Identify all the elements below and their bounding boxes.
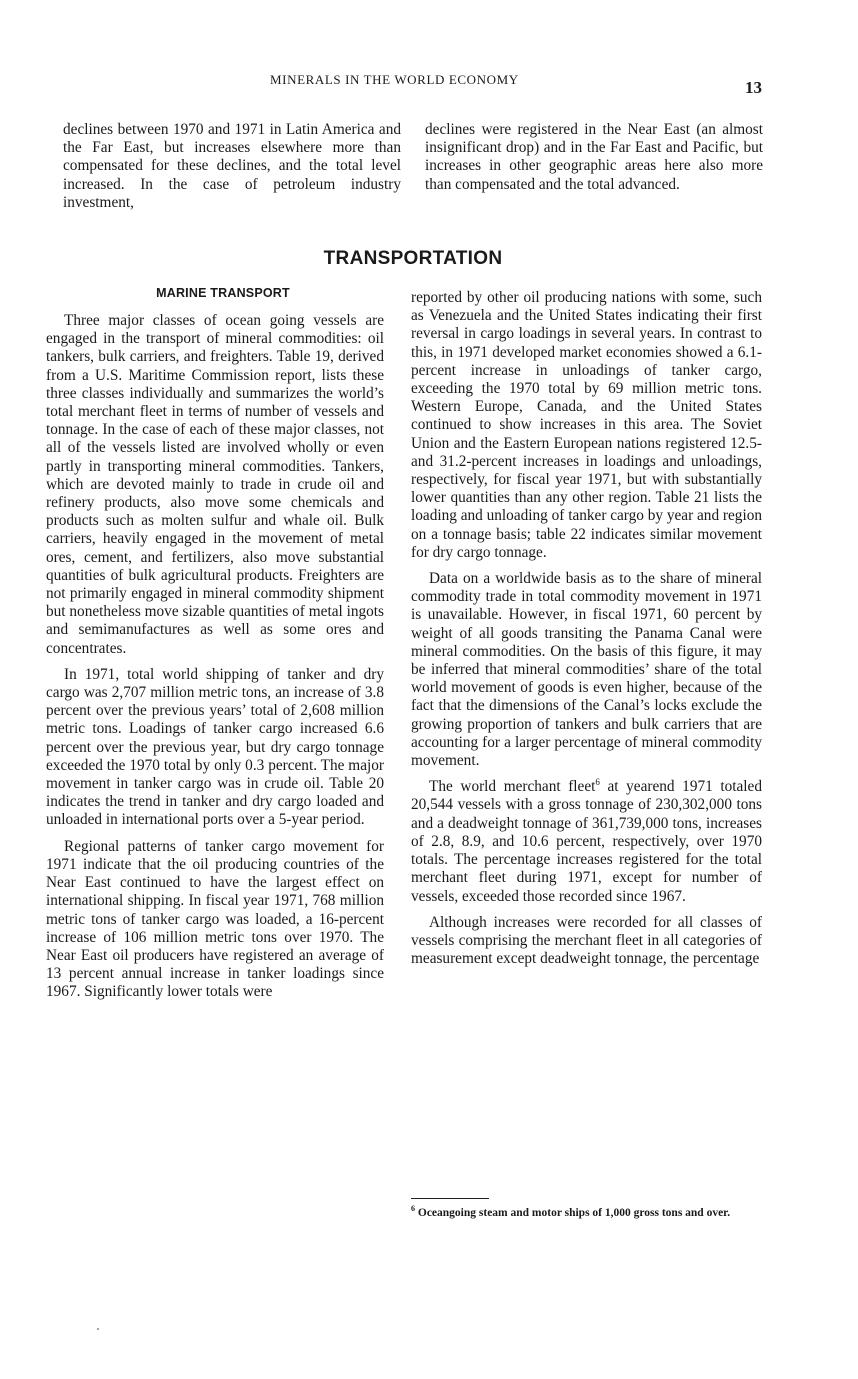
- right-body-column: [411, 289, 762, 968]
- body-text: The world merchant fleet: [429, 778, 596, 796]
- body-paragraph: Three major classes of ocean going vessels are engaged in the transport of mineral commodities: oil tankers, bulk carriers, and freighters. Table 19, derived from a U.S. Maritime Commission report, lists these three classes individually and summarizes the world’s total merchant fleet in terms of number of vessels and tonnage. In the case of each of these major classes, not all of the vessels listed are involved wholly or even partly in transporting mineral commodities. Tankers, which are devoted mainly to trade in crude oil and refinery products, also move some chemicals and products such as molten sulfur and whale oil. Bulk carriers, heavily engaged in the movement of metal ores, cement, and fertilizers, also move substantial quantities of bulk agricultural products. Freighters are not primarily engaged in mineral commodity shipment but nonetheless move sizable quantities of metal ingots and semimanufactures as well as some ores and concentrates.: [46, 312, 384, 657]
- body-paragraph: Data on a worldwide basis as to the share of mineral commodity trade in total commodity movement in 1971 is unavailable. However, in fiscal 1971, 60 percent by weight of all goods transiting the Panama Canal were mineral commodities. On the basis of this figure, it may be inferred that mineral commodities’ share of the total world movement of goods is even higher, because of the fact that the dimensions of the Canal’s locks exclude the growing proportion of tankers and bulk carriers that are accounting for a larger percentage of mineral commodity movement.: [411, 570, 762, 770]
- footnote: [411, 1204, 756, 1220]
- left-body-column: [46, 312, 384, 1002]
- top-left-paragraph: declines between 1970 and 1971 in Latin America and the Far East, but increases elsewhere more than compensated for these declines, and the total level increased. In the case of petroleum industry investment,: [63, 121, 401, 211]
- scan-speck: [97, 1328, 99, 1330]
- body-paragraph: In 1971, total world shipping of tanker and dry cargo was 2,707 million metric tons, an increase of 3.8 percent over the previous years’ total of 2,608 million metric tons. Loadings of tanker cargo increased 6.6 percent over the previous year, but dry cargo tonnage exceeded the 1970 total by only 0.3 percent. The major movement in tanker cargo was in crude oil. Table 20 indicates the trend in tanker and dry cargo loaded and unloaded in international ports over a 5-year period.: [46, 665, 384, 829]
- top-right-paragraph: declines were registered in the Near East (an almost insignificant drop) and in the Far East and Pacific, but increases in other geographic areas here also more than compensated and the total advanced.: [425, 121, 763, 193]
- footnote-reference[interactable]: 6: [595, 777, 600, 788]
- body-paragraph: Although increases were recorded for all classes of vessels comprising the merchant fleet in all categories of measurement except deadweight tonnage, the percentage: [411, 913, 762, 968]
- body-paragraph: reported by other oil producing nations with some, such as Venezuela and the United States indicating their first reversal in cargo loadings in several years. In contrast to this, in 1971 developed market economies showed a 6.1-percent increase in unloadings of tanker cargo, exceeding the 1970 total by 69 million metric tons. Western Europe, Canada, and the United States continued to show increases in this area. The Soviet Union and the Eastern European nations registered 12.5- and 31.2-percent increases in loadings and unloadings, respectively, for fiscal year 1971, but with substantially lower quantities than any other region. Table 21 lists the loading and unloading of tanker cargo by year and region on a tonnage basis; table 22 indicates similar movement for dry cargo tonnage.: [411, 289, 763, 561]
- body-paragraph: [411, 778, 762, 905]
- section-title: TRANSPORTATION: [323, 248, 503, 269]
- footnote-mark: 6: [411, 1204, 415, 1214]
- top-right-column: [425, 121, 763, 194]
- body-paragraph: Regional patterns of tanker cargo movement for 1971 indicate that the oil producing countries of the Near East continued to have the largest effect on international shipping. In fiscal year 1971, 768 million metric tons of tanker cargo was loaded, a 16-percent increase of 106 million metric tons over 1970. The Near East oil producers have registered an average of 13 percent annual increase in tanker loadings since 1967. Significantly lower totals were: [46, 837, 384, 1001]
- footnote-divider: [411, 1198, 489, 1199]
- running-head: MINERALS IN THE WORLD ECONOMY: [270, 72, 519, 87]
- page-number: 13: [745, 78, 762, 97]
- subsection-heading: MARINE TRANSPORT: [156, 286, 290, 300]
- footnote-text: Oceangoing steam and motor ships of 1,000 gross tons and over.: [415, 1207, 731, 1219]
- body-text: at yearend 1971 totaled 20,544 vessels with a gross tonnage of 230,302,000 tons and a deadweight tonnage of 361,739,000 tons, increases of 2.8, 8.9, and 10.6 percent, respectively, over 1970 totals. The percentage increases registered for the total merchant fleet during 1971, except for number of vessels, exceeded those recorded since 1967.: [411, 778, 762, 905]
- top-left-column: [63, 121, 401, 212]
